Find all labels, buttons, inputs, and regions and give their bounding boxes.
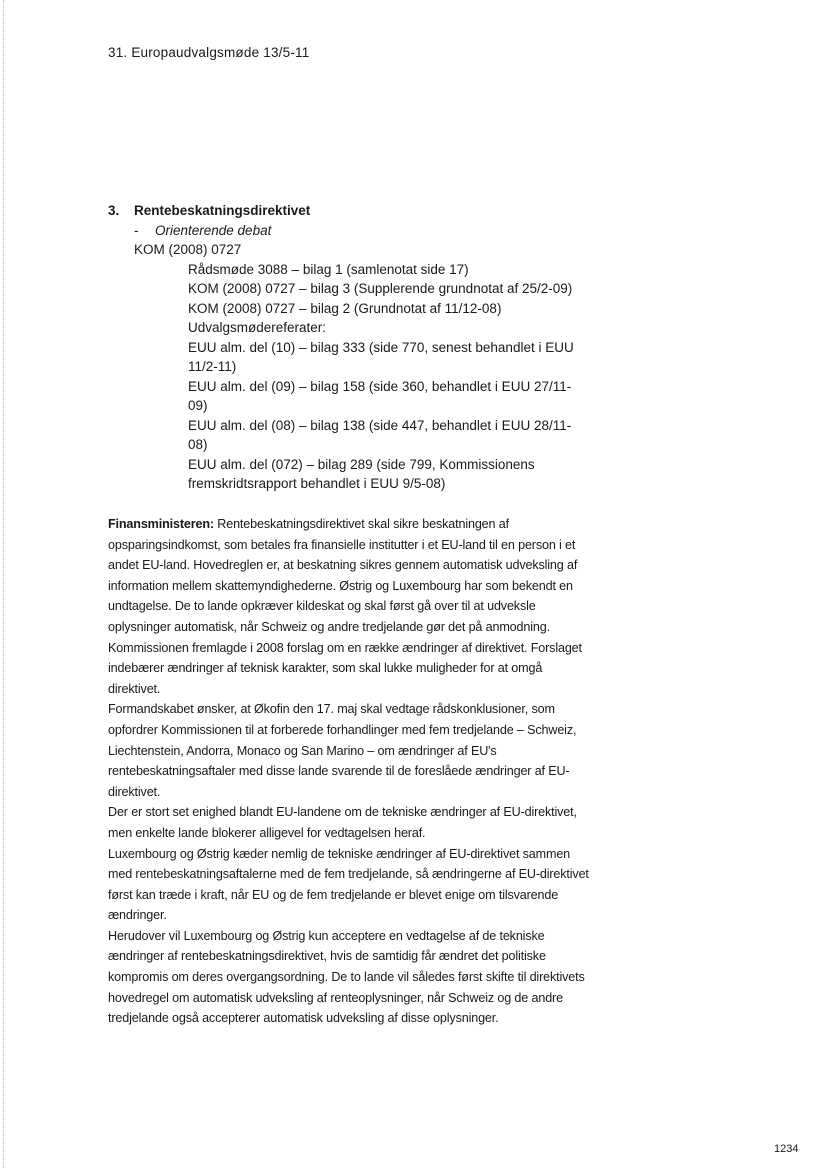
- agenda-item-title-text: Rentebeskatningsdirektivet: [134, 203, 311, 218]
- body-paragraph: [108, 514, 590, 638]
- reference-list: [188, 260, 588, 494]
- speaker-text: Rentebeskatningsdirektivet skal sikre beskatningen af opsparingsindkomst, som betales fra finansielle institutter i et EU-land til en person i et andet EU-land. Hovedreglen er, at beskatning sikres gennem automatisk udveksling af information mellem skattemyndighederne. Østrig og Luxembourg har som bekendt en undtagelse. De to lande opkræver kildeskat og skal først gå over til at udveksle oplysninger automatisk, når Schweiz og andre tredjelande gør det på anmodning.: [108, 517, 578, 634]
- body-paragraph: Herudover vil Luxembourg og Østrig kun acceptere en vedtagelse af de tekniske ændringer af rentebeskatningsdirektivet, hvis de samtidig får ændret det politiske kompromis om deres overgangsordning. De to lande vil således først skifte til direktivets hovedregel om automatisk udveksling af renteoplysninger, når Schweiz og de andre tredjelande også accepterer automatisk udveksling af disse oplysninger.: [108, 928, 585, 1026]
- reference-item: EUU alm. del (072) – bilag 289 (side 799, Kommissionens fremskridtsrapport behandlet i EUU 9/5-08): [188, 456, 535, 491]
- body-paragraph: Kommissionen fremlagde i 2008 forslag om en række ændringer af direktivet. Forslaget indebærer ændringer af teknisk karakter, som skal lukke muligheder for at omgå direktivet.: [108, 640, 582, 696]
- reference-item: EUU alm. del (09) – bilag 158 (side 360, behandlet i EUU 27/11-09): [188, 378, 572, 413]
- agenda-item-subtitle-text: Orienterende debat: [155, 222, 272, 238]
- agenda-item-title: [108, 201, 708, 221]
- body-paragraph: Formandskabet ønsker, at Økofin den 17. maj skal vedtage rådskonklusioner, som opfordrer Kommissionen til at forberede forhandlinger med fem tredjelande – Schweiz, Liechtenstein, Andorra, Monaco og San Marino – om ændringer af EU's rentebeskatningsaftaler med disse lande svarende til de foreslåede ændringer af EU-direktivet.: [108, 702, 577, 799]
- body-text: [108, 514, 590, 1029]
- reference-item: KOM (2008) 0727 – bilag 3 (Supplerende grundnotat af 25/2-09): [188, 281, 573, 296]
- meeting-header: 31. Europaudvalgsmøde 13/5-11: [108, 45, 310, 60]
- agenda-item-subtitle: [108, 221, 708, 241]
- body-paragraph: Luxembourg og Østrig kæder nemlig de tekniske ændringer af EU-direktivet sammen med rentebeskatningsaftalerne med de fem tredjelande, så ændringerne af EU-direktivet først kan træde i kraft, når EU og de fem tredjelande er blevet enige om tilsvarende ændringer.: [108, 846, 589, 923]
- body-paragraph: Der er stort set enighed blandt EU-landene om de tekniske ændringer af EU-direktivet, men enkelte lande blokerer alligevel for vedtagelsen heraf.: [108, 805, 577, 840]
- agenda-item-number: 3.: [108, 203, 120, 218]
- speaker-label: Finansministeren:: [108, 517, 214, 531]
- reference-item: EUU alm. del (08) – bilag 138 (side 447, behandlet i EUU 28/11-08): [188, 417, 572, 452]
- page-number: 1234: [774, 1143, 799, 1155]
- dash-bullet: -: [134, 222, 139, 238]
- scan-edge-line: [3, 0, 4, 1168]
- kom-reference: KOM (2008) 0727: [134, 242, 242, 257]
- reference-item: Rådsmøde 3088 – bilag 1 (samlenotat side 17): [188, 261, 469, 277]
- agenda-item: [108, 201, 708, 494]
- reference-item: KOM (2008) 0727 – bilag 2 (Grundnotat af 11/12-08): [188, 300, 502, 316]
- reference-item: Udvalgsmødereferater:: [188, 320, 327, 335]
- reference-item: EUU alm. del (10) – bilag 333 (side 770, senest behandlet i EUU 11/2-11): [188, 339, 574, 374]
